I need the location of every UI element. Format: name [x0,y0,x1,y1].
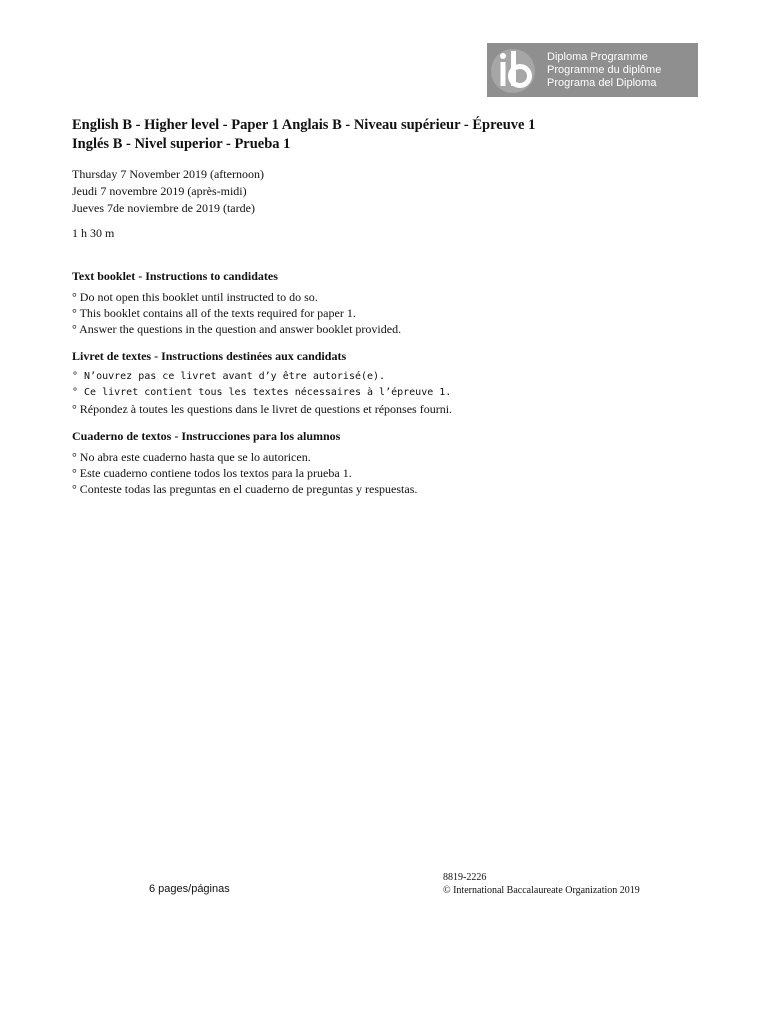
exam-title-line-1: English B - Higher level - Paper 1 Anglais B - Niveau supérieur - Épreuve 1 [72,117,536,133]
page-count: 6 pages/páginas [149,883,230,895]
date-spanish: Jueves 7de noviembre de 2019 (tarde) [72,201,255,215]
instruction-item: ° This booklet contains all of the texts required for paper 1. [72,306,356,320]
footer-info [443,871,640,897]
ib-logo-text [547,43,661,97]
instructions-english-heading: Text booklet - Instructions to candidates [72,269,278,283]
instructions-spanish-heading: Cuaderno de textos - Instrucciones para los alumnos [72,429,341,443]
copyright: © International Baccalaureate Organization 2019 [443,885,640,896]
logo-line-3: Programa del Diploma [547,76,657,89]
instruction-item: ° N’ouvrez pas ce livret avant d’y être autorisé(e). [72,371,386,382]
ib-logo [487,43,698,97]
instruction-item: ° Answer the questions in the question and answer booklet provided. [72,322,402,336]
exam-dates [72,166,264,217]
instructions-spanish-list [72,449,692,497]
instruction-item: ° Ce livret contient tous les textes nécessaires à l’épreuve 1. [72,387,452,398]
instruction-item: ° Este cuaderno contiene todos los textos para la prueba 1. [72,466,352,480]
instructions-french-heading: Livret de textes - Instructions destinées aux candidats [72,349,347,363]
instruction-item: ° Répondez à toutes les questions dans le livret de questions et réponses fourni. [72,402,453,416]
logo-line-1: Diploma Programme [547,50,648,63]
instruction-item: ° Do not open this booklet until instructed to do so. [72,290,318,304]
instructions-spanish [72,428,692,497]
date-english: Thursday 7 November 2019 (afternoon) [72,167,264,181]
instructions-french-list [72,369,692,417]
exam-title-line-2: Inglés B - Nivel superior - Prueba 1 [72,136,291,152]
instructions-english [72,268,692,337]
instructions-english-list [72,289,692,337]
ib-logo-mark [487,43,547,97]
exam-title [72,116,712,154]
exam-code: 8819-2226 [443,872,487,883]
exam-duration: 1 h 30 m [72,226,115,240]
instruction-item: ° No abra este cuaderno hasta que se lo autoricen. [72,450,311,464]
instruction-item: ° Conteste todas las preguntas en el cuaderno de preguntas y respuestas. [72,482,418,496]
logo-line-2: Programme du diplôme [547,63,662,76]
date-french: Jeudi 7 novembre 2019 (après-midi) [72,184,247,198]
instructions-french [72,348,692,417]
